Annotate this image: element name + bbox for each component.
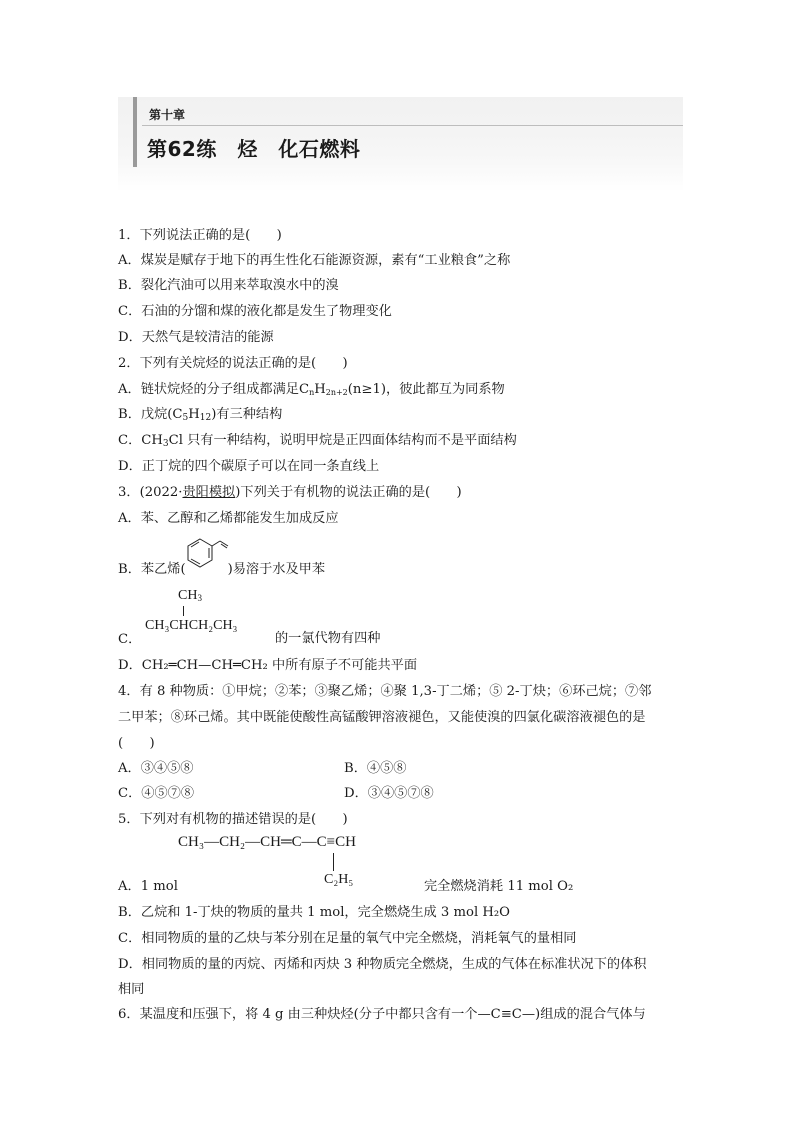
q4-option-c: C．④⑤⑦⑧ bbox=[118, 786, 195, 801]
header-accent-bar bbox=[133, 97, 137, 167]
q4-option-a: A．③④⑤⑧ bbox=[118, 761, 194, 776]
q3-option-d: D．CH₂═CH—CH═CH₂ 中所有原子不可能共平面 bbox=[118, 658, 418, 673]
q2-option-b: B．戊烷$(C_5H_{12})$有三种结构 bbox=[118, 407, 283, 423]
q5-option-a-pre: A．1 mol bbox=[118, 879, 178, 894]
styrene-structure bbox=[182, 535, 230, 577]
header-divider bbox=[142, 125, 683, 126]
q5-option-d-line1: D．相同物质的量的丙烷、丙烯和丙炔 3 种物质完全燃烧，生成的气体在标准状况下的体积 bbox=[118, 957, 647, 972]
q1-stem: 1．下列说法正确的是( ) bbox=[118, 228, 282, 243]
q2-option-a: A．链状烷烃的分子组成都满足CnH2n+2(n≥1)，彼此都互为同系物 bbox=[118, 382, 505, 397]
q5-option-d-line2: 相同 bbox=[118, 982, 145, 997]
q3-option-c-label: C． bbox=[118, 632, 142, 647]
q4-option-d: D．③④⑤⑦⑧ bbox=[344, 786, 434, 801]
q2-option-c: C．$CH_3Cl$ 只有一种结构，说明甲烷是正四面体结构而不是平面结构 bbox=[118, 433, 517, 449]
q4-stem-line2: 二甲苯；⑧环己烯。其中既能使酸性高锰酸钾溶液褪色，又能使溴的四氯化碳溶液褪色的是 bbox=[118, 710, 646, 725]
q4-option-b: B．④⑤⑧ bbox=[344, 761, 407, 776]
q5-option-c: C．相同物质的量的乙炔与苯分别在足量的氧气中完全燃烧，消耗氧气的量相同 bbox=[118, 931, 577, 946]
q3-option-a: A．苯、乙醇和乙烯都能发生加成反应 bbox=[118, 511, 339, 526]
q5-option-b: B．乙烷和 1-丁炔的物质的量共 1 mol，完全燃烧生成 3 mol H₂O bbox=[118, 905, 510, 920]
q5-structure: CH₃—CH₂—CH═C—C≡CH C₂H₅ bbox=[178, 834, 356, 887]
q5-stem: 5．下列对有机物的描述错误的是( ) bbox=[118, 812, 348, 827]
q2-stem: 2．下列有关烷烃的说法正确的是( ) bbox=[118, 356, 348, 371]
exercise-title: 第62练 烃 化石燃料 bbox=[147, 137, 361, 161]
q3-stem: 3．(2022·贵阳模拟)下列关于有机物的说法正确的是( ) bbox=[118, 485, 462, 500]
q2-option-d: D．正丁烷的四个碳原子可以在同一条直线上 bbox=[118, 459, 380, 474]
q3-source: 贵阳模拟 bbox=[182, 485, 236, 500]
q3-option-c-text: 的一氯代物有四种 bbox=[275, 631, 381, 646]
isopentane-structure: $CH_3$ CH₃CHCH₂CH₃ bbox=[145, 588, 238, 633]
q5-option-a-post: 完全燃烧消耗 11 mol O₂ bbox=[424, 879, 574, 894]
q1-option-d: D．天然气是较清洁的能源 bbox=[118, 330, 274, 345]
q4-stem-line1: 4．有 8 种物质：①甲烷；②苯；③聚乙烯；④聚 1,3-丁二烯；⑤ 2-丁炔；⑥环己烷；⑦邻 bbox=[118, 684, 652, 699]
q6-stem: 6．某温度和压强下，将 4 g 由三种炔烃(分子中都只含有一个—C≡C—)组成的混合气体与 bbox=[118, 1007, 646, 1022]
q1-option-c: C．石油的分馏和煤的液化都是发生了物理变化 bbox=[118, 304, 392, 319]
chapter-header bbox=[118, 97, 683, 192]
q3-option-b: B．苯乙烯( )易溶于水及甲苯 bbox=[118, 562, 326, 577]
q4-stem-line3: ( ) bbox=[118, 736, 155, 751]
chapter-label: 第十章 bbox=[149, 108, 186, 122]
q1-option-b: B．裂化汽油可以用来萃取溴水中的溴 bbox=[118, 278, 339, 293]
q1-option-a: A．煤炭是赋存于地下的再生性化石能源资源，素有“工业粮食”之称 bbox=[118, 253, 511, 268]
